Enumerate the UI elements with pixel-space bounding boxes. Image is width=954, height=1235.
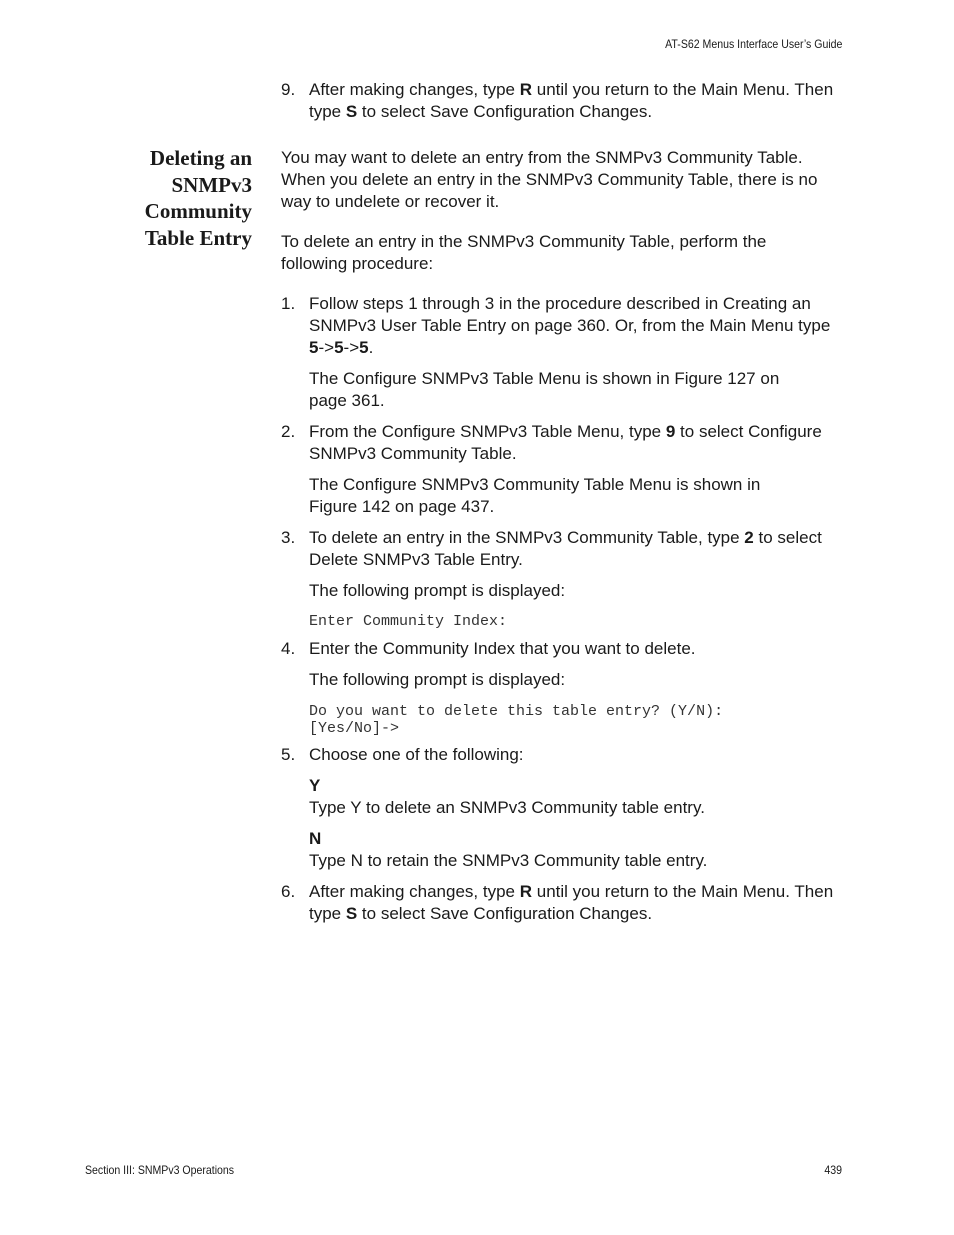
code-prompt: Enter Community Index: <box>309 613 508 630</box>
option-text-n: Type N to retain the SNMPv3 Community table entry. <box>309 851 708 870</box>
option-text-y: Type Y to delete an SNMPv3 Community table entry. <box>309 798 705 817</box>
step-number: 1. <box>281 294 296 313</box>
step-text: Enter the Community Index that you want to delete. <box>309 639 696 658</box>
step-text: Follow steps 1 through 3 in the procedure described in Creating an SNMPv3 User Table Entry on page 360. Or, from the Main Menu type 5->5->5. <box>309 294 831 357</box>
key-s: S <box>345 102 358 121</box>
footer-section: Section III: SNMPv3 Operations <box>85 1163 235 1177</box>
step-text: Choose one of the following: <box>309 745 524 764</box>
step-note: The following prompt is displayed: <box>309 670 566 689</box>
step-text: From the Configure SNMPv3 Table Menu, type 9 to select Configure SNMPv3 Community Table. <box>309 422 822 463</box>
running-header: AT-S62 Menus Interface User’s Guide <box>664 37 842 51</box>
section-heading: Deleting an SNMPv3 Community Table Entry <box>144 146 252 250</box>
key-r: R <box>519 80 533 99</box>
procedure-intro: To delete an entry in the SNMPv3 Community Table, perform the following procedure: <box>281 232 767 273</box>
step-number: 4. <box>281 639 296 658</box>
code-prompt: Do you want to delete this table entry? (Y/N): <box>309 703 724 720</box>
step-text: After making changes, type R until you return to the Main Menu. Then type S to select Save Configuration Changes. <box>309 80 834 121</box>
option-key-y: Y <box>309 776 321 795</box>
step-number: 2. <box>281 422 296 441</box>
step-note: The Configure SNMPv3 Community Table Menu is shown in Figure 142 on page 437. <box>309 475 761 516</box>
step-note: The Configure SNMPv3 Table Menu is shown in Figure 127 on page 361. <box>309 369 780 410</box>
page-number: 439 <box>824 1163 842 1177</box>
code-prompt: [Yes/No]-> <box>309 720 400 737</box>
step-number: 5. <box>281 745 296 764</box>
step-text: To delete an entry in the SNMPv3 Community Table, type 2 to select Delete SNMPv3 Table Entry. <box>309 528 822 569</box>
step-number: 6. <box>281 882 296 901</box>
option-key-n: N <box>309 829 322 848</box>
step-text: After making changes, type R until you return to the Main Menu. Then type S to select Save Configuration Changes. <box>309 882 834 923</box>
intro-paragraph: You may want to delete an entry from the SNMPv3 Community Table. When you delete an entry in the SNMPv3 Community Table, there is no way to undelete or recover it. <box>281 148 818 211</box>
step-note: The following prompt is displayed: <box>309 581 566 600</box>
step-number: 3. <box>281 528 296 547</box>
step-number: 9. <box>281 80 296 99</box>
